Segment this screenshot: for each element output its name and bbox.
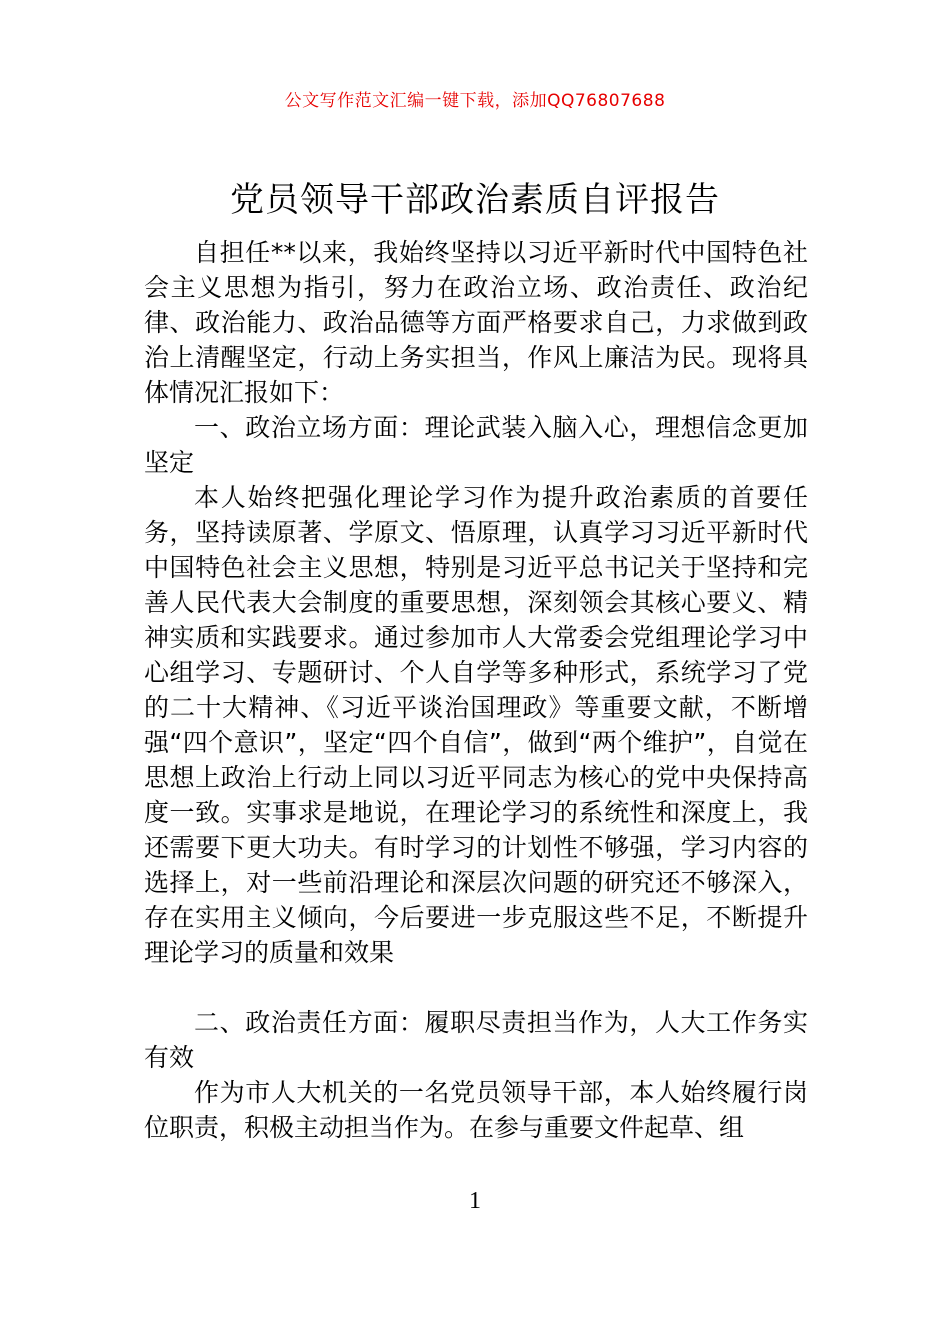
intro-paragraph: 自担任**以来，我始终坚持以习近平新时代中国特色社会主义思想为指引，努力在政治立场、政治责任、政治纪律、政治能力、政治品德等方面严格要求自己，力求做到政治上清醒坚定，行动上务实担当，作风上廉洁为民。现将具体情况汇报如下： [144, 238, 808, 407]
section-heading-1: 一、政治立场方面：理论武装入脑入心，理想信念更加坚定 [144, 413, 808, 477]
section-1-paragraph: 本人始终把强化理论学习作为提升政治素质的首要任务，坚持读原著、学原文、悟原理，认真学习习近平新时代中国特色社会主义思想，特别是习近平总书记关于坚持和完善人民代表大会制度的重要思想，深刻领会其核心要义、精神实质和实践要求。通过参加市人大常委会党组理论学习中心组学习、专题研讨、个人自学等多种形式，系统学习了党的二十大精神、《习近平谈治国理政》等重要文献，不断增强“四个意识”，坚定“四个自信”，做到“两个维护”，自觉在思想上政治上行动上同以习近平同志为核心的党中央保持高度一致。实事求是地说，在理论学习的系统性和深度上，我还需要下更大功夫。有时学习的计划性不够强，学习内容的选择上，对一些前沿理论和深层次问题的研究还不够深入，存在实用主义倾向，今后要进一步克服这些不足，不断提升理论学习的质量和效果 [144, 483, 808, 967]
section-2-paragraph: 作为市人大机关的一名党员领导干部，本人始终履行岗位职责，积极主动担当作为。在参与重要文件起草、组 [144, 1078, 808, 1142]
page-number: 1 [469, 1188, 481, 1214]
section-heading-2: 二、政治责任方面：履职尽责担当作为，人大工作务实有效 [144, 1008, 808, 1072]
document-body [144, 235, 808, 1145]
document-title: 党员领导干部政治素质自评报告 [230, 180, 720, 220]
promo-banner: 公文写作范文汇编一键下载，添加QQ76807688 [284, 91, 666, 111]
